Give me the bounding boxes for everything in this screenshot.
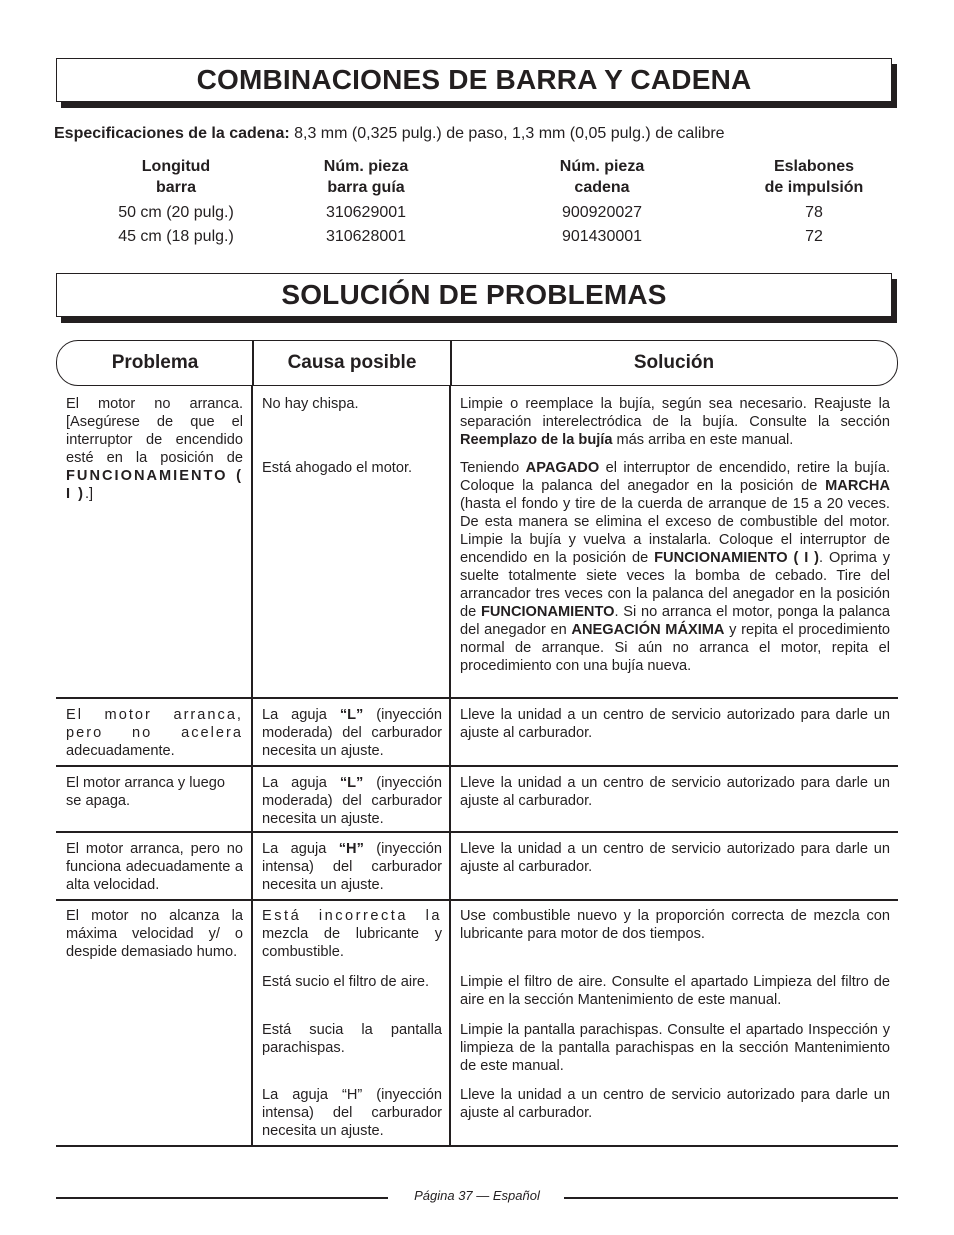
spec-header: Longitud xyxy=(141,158,211,175)
solution-cell: Lleve la unidad a un centro de servicio autorizado para darle un ajuste al carburador. xyxy=(460,841,890,875)
table-row xyxy=(56,767,898,833)
spec-cell: 310629001 xyxy=(325,204,407,221)
spec-col-bar-length xyxy=(98,156,254,249)
chain-spec-text: 8,3 mm (0,325 pulg.) de paso, 1,3 mm (0,05 pulg.) de calibre xyxy=(289,125,725,142)
cause-cell: La aguja “L” (inyección moderada) del carburador necesita un ajuste. xyxy=(262,707,442,759)
column-divider xyxy=(251,767,253,831)
solution-cell: Limpie o reemplace la bujía, según sea necesario. Reajuste la separación interelectródica de la bujía. Consulte la sección Reemplazo de la bujía más arriba en este manual. xyxy=(460,396,890,448)
spec-header: barra xyxy=(155,179,197,196)
spec-header: cadena xyxy=(574,179,630,196)
spec-cell: 50 cm (20 pulg.) xyxy=(118,204,234,221)
spec-col-drive-links xyxy=(736,156,892,249)
cause-cell: La aguja “H” (inyección intensa) del carburador necesita un ajuste. xyxy=(262,1087,442,1139)
spec-cell: 900920027 xyxy=(561,204,643,221)
spec-cell: 901430001 xyxy=(561,228,643,245)
solution-cell: Use combustible nuevo y la proporción correcta de mezcla con lubricante para motor de dos tiempos. xyxy=(460,908,890,942)
spec-header: Eslabones xyxy=(773,158,855,175)
problem-cell: El motor no arranca. [Asegúrese de que el interruptor de encendido esté en la posición de FUNCIONAMIENTO ( I ).] xyxy=(66,396,243,502)
cause-cell: Está ahogado el motor. xyxy=(262,460,413,476)
spec-header: de impulsión xyxy=(764,179,864,196)
problem-cell: El motor arranca, pero no acelera adecuadamente. xyxy=(66,707,243,759)
spec-header: Núm. pieza xyxy=(559,158,645,175)
solution-cell: Limpie la pantalla parachispas. Consulte el apartado Inspección y limpieza de la pantalla parachispas en la sección Mantenimiento de este manual. xyxy=(460,1022,890,1074)
spec-cell: 45 cm (18 pulg.) xyxy=(118,228,234,245)
column-divider xyxy=(449,386,451,697)
column-divider xyxy=(251,901,253,1145)
column-divider xyxy=(251,833,253,899)
column-divider xyxy=(251,386,253,697)
header-problem: Problema xyxy=(111,351,199,373)
column-divider xyxy=(449,767,451,831)
solution-cell: Teniendo APAGADO el interruptor de encendido, retire la bujía. Coloque la palanca del anegador en la posición de MARCHA (hasta el fondo y tire de la cuerda de arranque de 15 a 20 veces. De esta manera se elimina el exceso de combustible del motor. Limpie la bujía y vuelva a instalarla. Coloque el interruptor de encendido en la posición de FUNCIONAMIENTO ( I ). Oprima y suelte totalmente siete veces la bomba de cebado. Tire del arrancador tres veces con la palanca del anegador en la posición de FUNCIONAMIENTO. Si no arranca el motor, ponga la palanca del anegador en ANEGACIÓN MÁXIMA y repita el procedimiento normal de arranque. Si aún no arranca el motor, repita el procedimiento con una bujía nueva. xyxy=(460,460,891,674)
spec-cell: 78 xyxy=(805,204,823,221)
solution-cell: Lleve la unidad a un centro de servicio autorizado para darle un ajuste al carburador. xyxy=(460,707,890,741)
banner-box xyxy=(56,58,892,102)
solution-cell: Lleve la unidad a un centro de servicio autorizado para darle un ajuste al carburador. xyxy=(460,1087,890,1121)
footer-label: Página 37 — Español xyxy=(406,1188,548,1203)
cause-cell: La aguja “H” (inyección intensa) del carburador necesita un ajuste. xyxy=(262,841,442,893)
table-row xyxy=(56,699,898,767)
problem-cell: El motor arranca y luego se apaga. xyxy=(66,775,225,809)
section-title-chain: COMBINACIONES DE BARRA Y CADENA xyxy=(196,64,752,95)
cause-cell: Está sucio el filtro de aire. xyxy=(262,974,430,990)
spec-cell: 310628001 xyxy=(325,228,407,245)
cause-cell: Está incorrecta la mezcla de lubricante y combustible. xyxy=(262,908,442,960)
page-footer xyxy=(0,1188,954,1203)
column-divider xyxy=(449,901,451,1145)
header-cause: Causa posible xyxy=(287,351,417,373)
cause-cell: Está sucia la pantalla parachispas. xyxy=(262,1022,442,1056)
cause-cell: La aguja “L” (inyección moderada) del carburador necesita un ajuste. xyxy=(262,775,442,827)
chain-spec-line xyxy=(54,125,725,143)
solution-cell: Limpie el filtro de aire. Consulte el apartado Limpieza del filtro de aire en la sección Mantenimiento de este manual. xyxy=(460,974,890,1008)
table-row xyxy=(56,833,898,901)
column-divider xyxy=(449,699,451,765)
column-divider xyxy=(449,833,451,899)
spec-header: Núm. pieza xyxy=(323,158,409,175)
chain-spec-label: Especificaciones de la cadena: xyxy=(54,125,290,142)
table-row xyxy=(56,386,898,699)
problem-cell: El motor arranca, pero no funciona adecuadamente a alta velocidad. xyxy=(66,841,243,893)
banner-box xyxy=(56,273,892,317)
table-row xyxy=(56,901,898,1147)
troubleshooting-table-header xyxy=(56,340,898,386)
cause-cell: No hay chispa. xyxy=(262,396,359,412)
header-solution: Solución xyxy=(633,351,715,373)
spec-header: barra guía xyxy=(327,179,405,196)
solution-cell: Lleve la unidad a un centro de servicio autorizado para darle un ajuste al carburador. xyxy=(460,775,890,809)
spec-col-bar-part xyxy=(288,156,444,249)
spec-cell: 72 xyxy=(805,228,823,245)
spec-col-chain-part xyxy=(524,156,680,249)
problem-cell: El motor no alcanza la máxima velocidad y/ o despide demasiado humo. xyxy=(66,908,243,960)
column-divider xyxy=(251,699,253,765)
section-title-troubleshooting: SOLUCIÓN DE PROBLEMAS xyxy=(281,279,667,310)
